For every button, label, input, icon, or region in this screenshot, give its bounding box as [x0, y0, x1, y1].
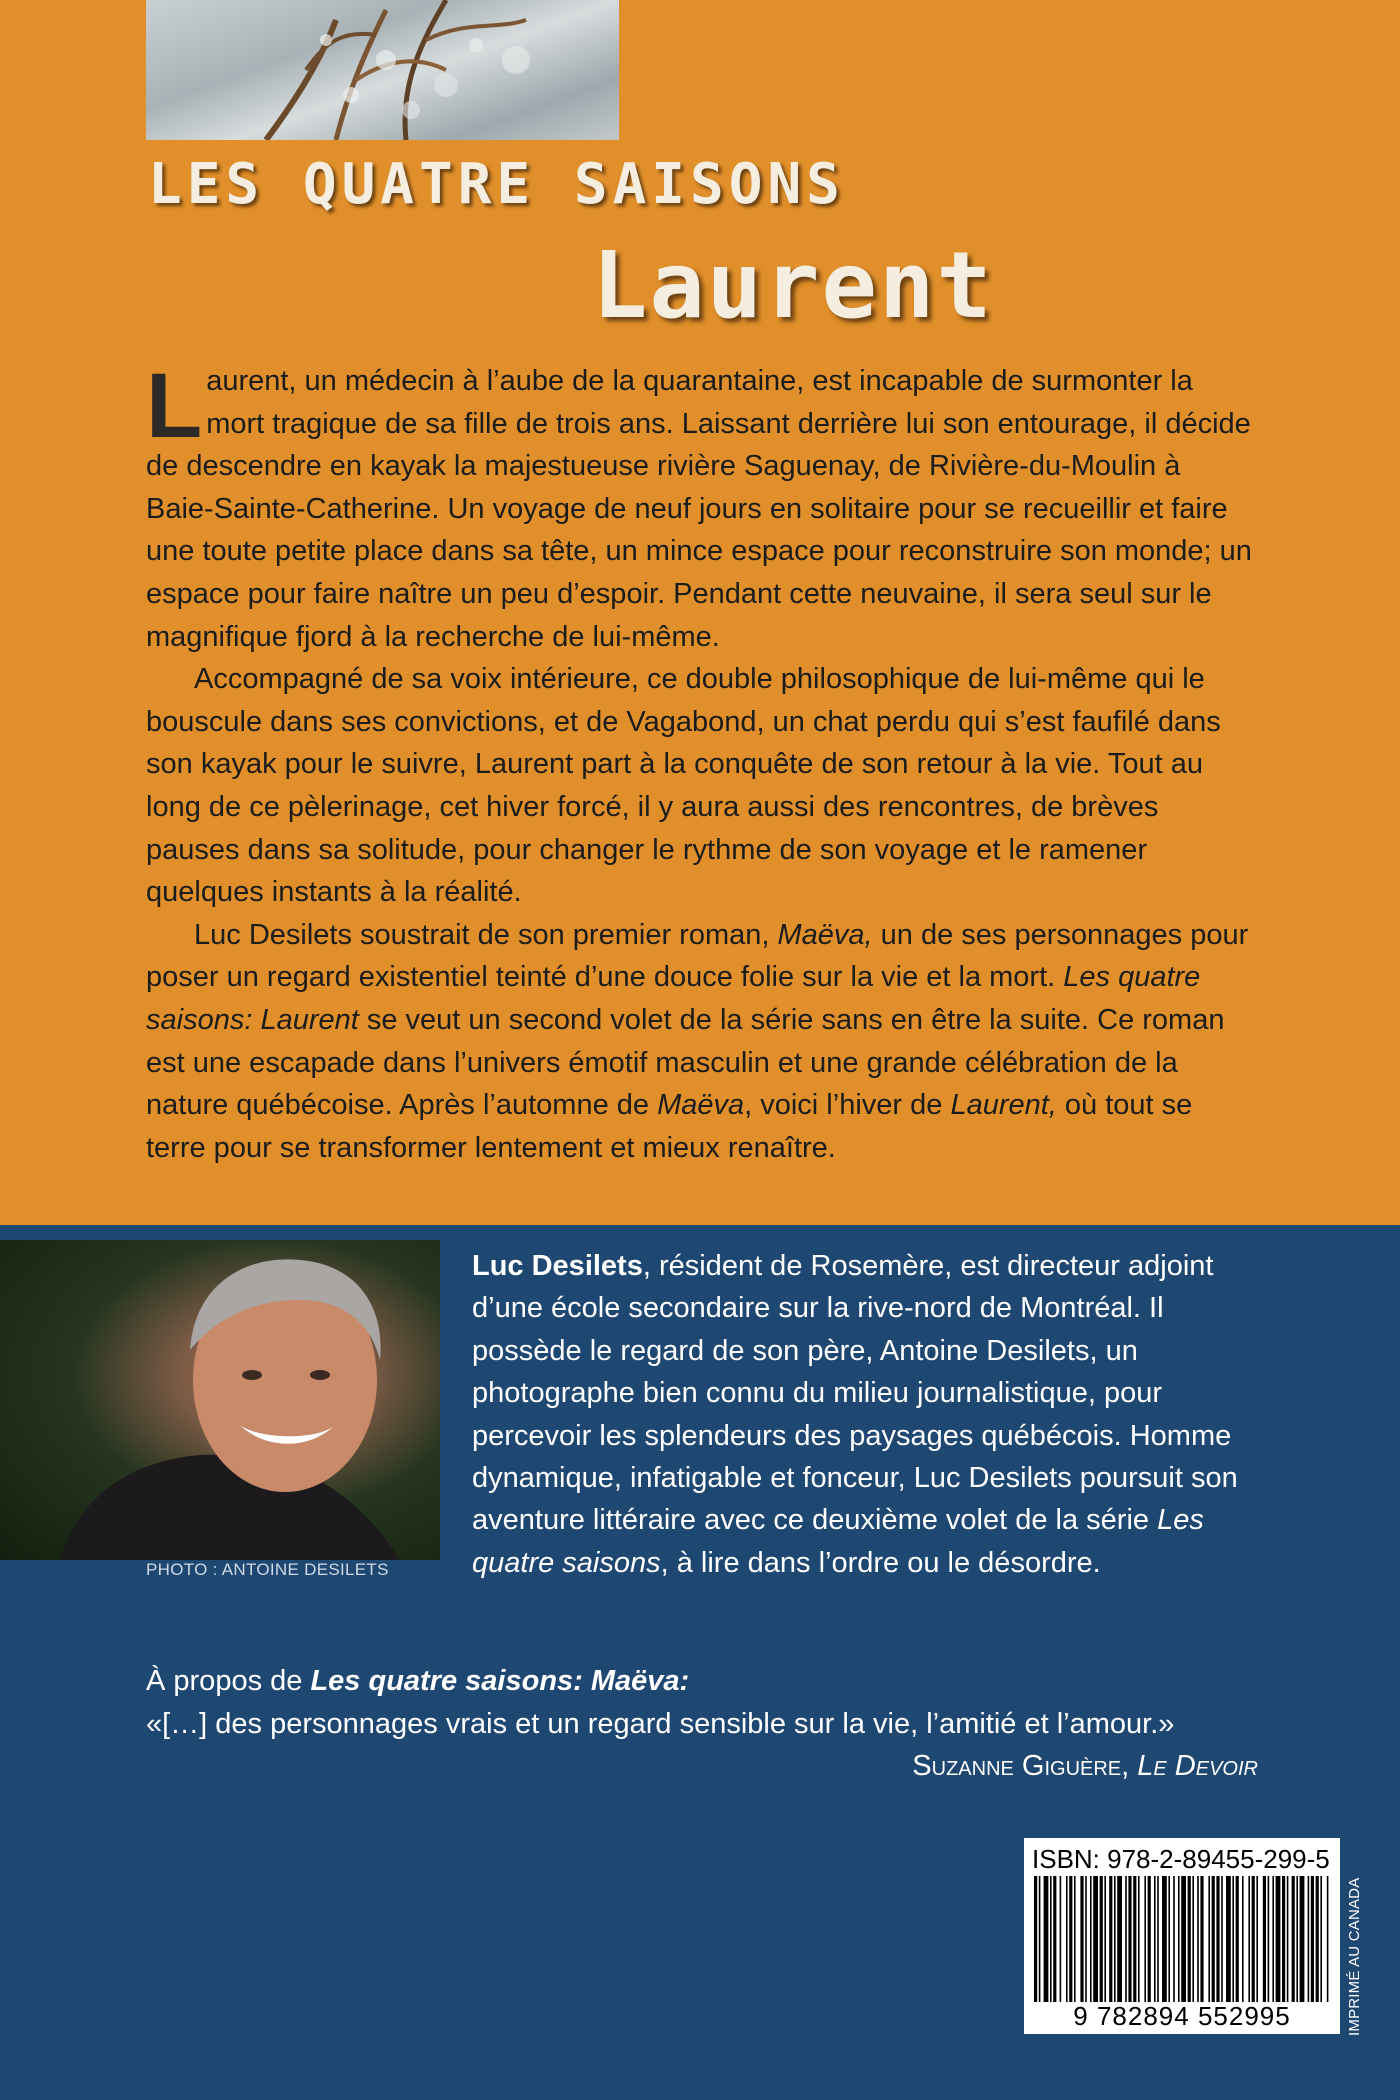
barcode-digits: 9 782894 552995 [1073, 2001, 1291, 2031]
book-title: Laurent [592, 232, 994, 339]
barcode-bar [1192, 1876, 1194, 2002]
isbn-barcode-box [1024, 1838, 1340, 2034]
barcode-bar [1074, 1876, 1076, 2002]
synopsis-paragraph-1 [146, 355, 1256, 658]
barcode-bar [1320, 1876, 1322, 2002]
bio-series-italic: Les quatre saisons [472, 1504, 1204, 1579]
barcode-bar [1263, 1876, 1266, 2002]
barcode-bar [1272, 1876, 1274, 2002]
barcode-bar [1039, 1876, 1041, 2002]
photo-credit: PHOTO : ANTOINE DESILETS [146, 1560, 389, 1579]
barcode-bar [1157, 1876, 1159, 2002]
barcode-bar [1069, 1876, 1072, 2002]
review-book: Les quatre saisons: Maëva: [310, 1665, 690, 1697]
p3-text-g: , voici l’hiver de [744, 1089, 951, 1122]
review-quote: «[…] des personnages vrais et un regard sensible sur la vie, l’amitié et l’amour.» [146, 1707, 1175, 1740]
barcode-bar [1144, 1876, 1146, 2002]
barcode-bar [1308, 1876, 1310, 2002]
review-separator: , [1121, 1750, 1138, 1782]
barcode-bar [1093, 1876, 1098, 2002]
synopsis-paragraph-3 [146, 914, 1256, 1170]
barcode-bar [1252, 1876, 1255, 2002]
barcode-bar [1232, 1876, 1234, 2002]
barcode-bar [1104, 1876, 1106, 2002]
barcode-bar [1125, 1876, 1127, 2002]
review-intro-line [146, 1660, 1266, 1703]
barcode-bar [1114, 1876, 1116, 2002]
author-photo [0, 1240, 440, 1560]
barcode-bar [1050, 1876, 1052, 2002]
barcode-bar [1208, 1876, 1210, 2002]
barcode-bar [1221, 1876, 1223, 2002]
barcode-bar [1236, 1876, 1239, 2002]
barcode-bar [1300, 1876, 1305, 2002]
barcode-bar [1256, 1876, 1258, 2002]
review-critic: Suzanne Giguère [912, 1750, 1122, 1782]
review-block [146, 1660, 1266, 1788]
barcode-bar [1226, 1876, 1231, 2002]
barcode-bar [1242, 1876, 1244, 2002]
barcode-bar [1282, 1876, 1285, 2002]
barcode-bar [1066, 1876, 1068, 2002]
review-publication: Le Devoir [1137, 1750, 1258, 1782]
review-intro: À propos de [146, 1665, 311, 1697]
barcode-bar [1090, 1876, 1092, 2002]
barcode-bar [1044, 1876, 1049, 2002]
p3-text-a: Luc Desilets soustrait de son premier roman, [194, 918, 778, 951]
barcode-bar [1154, 1876, 1156, 2002]
p3-italic-title: Les quatre saisons: Laurent [146, 961, 1201, 1036]
barcode-bar [1178, 1876, 1180, 2002]
frozen-plant-photo [146, 0, 619, 140]
review-source [146, 1745, 1266, 1788]
barcode-bar [1248, 1876, 1250, 2002]
drop-cap: L [146, 355, 203, 457]
p3-italic-maeva-2: Maëva [657, 1089, 745, 1122]
barcode-bar [1296, 1876, 1298, 2002]
author-bio [472, 1245, 1272, 1584]
barcode-bar [1212, 1876, 1215, 2002]
barcode-bar [1181, 1876, 1186, 2002]
author-name: Luc Desilets [472, 1250, 643, 1282]
author-portrait-illustration [0, 1240, 440, 1560]
barcode-bar [1085, 1876, 1087, 2002]
synopsis-paragraph-2: Accompagné de sa voix intérieure, ce double philosophique de lui-même qui le bouscule dans ses convictions, et de Vagabond, un chat perdu qui s’est faufilé dans son kayak pour le suivre, Laurent part à la conquête de son retour à la vie. Tout au long de ce pèlerinage, cet hiver forcé, il y aura aussi des rencontres, de brèves pauses dans sa solitude, pour changer le rythme de son voyage et le ramener quelques instants à la réalité. [146, 663, 1221, 909]
barcode-bar [1276, 1876, 1281, 2002]
series-title: LES QUATRE SAISONS [148, 152, 845, 217]
barcode-bar [1100, 1876, 1103, 2002]
p3-text-e: se veut un second volet de la série sans en être la suite. Ce roman est une escapade dans l’univers émotif masculin et une grande célébration de la nature québécoise. Après l’automne de [146, 1003, 1225, 1122]
p3-italic-laurent: Laurent, [950, 1089, 1057, 1122]
barcode-bar [1216, 1876, 1219, 2002]
printed-in-canada: IMPRIMÉ AU CANADA [1346, 1877, 1363, 2036]
barcode-bar [1034, 1876, 1037, 2002]
synopsis-p1-text: aurent, un médecin à l’aube de la quarantaine, est incapable de surmonter la mort tragique de sa fille de trois ans. Laissant derrière lui son entourage, il décide de descendre en kayak la majestueuse rivière Saguenay, de Rivière-du-Moulin à Baie-Sainte-Catherine. Un voyage de neuf jours en solitaire pour se recueillir et faire une toute petite place dans sa tête, un mince espace pour reconstruire son monde; un espace pour faire naître un peu d’espoir. Pendant cette neuvaine, il sera seul sur le magnifique fjord à la recherche de lui-même. [146, 365, 1252, 653]
barcode [1034, 1876, 1330, 2002]
barcode-bar [1060, 1876, 1062, 2002]
barcode-bar [1133, 1876, 1136, 2002]
barcode-bar [1287, 1876, 1289, 2002]
p3-text-c: un de ses personnages pour poser un regard existentiel teinté d’une douce folie sur la vie et la mort. [146, 918, 1249, 994]
barcode-bar [1162, 1876, 1167, 2002]
barcode-bar [1128, 1876, 1131, 2002]
barcode-bar [1173, 1876, 1175, 2002]
bio-text-b: , à lire dans l’ordre ou le désordre. [660, 1546, 1101, 1579]
barcode-bar [1080, 1876, 1083, 2002]
isbn-label: ISBN: 978-2-89455-299-5 [1032, 1844, 1330, 1874]
barcode-bar [1053, 1876, 1056, 2002]
barcode-bar [1109, 1876, 1112, 2002]
barcode-bar [1138, 1876, 1140, 2002]
barcode-bar [1148, 1876, 1151, 2002]
barcode-bar [1316, 1876, 1319, 2002]
barcode-bar [1188, 1876, 1191, 2002]
barcode-bar [1327, 1876, 1329, 2002]
barcode-bar [1197, 1876, 1199, 2002]
barcode-bar [1168, 1876, 1170, 2002]
barcode-bar [1200, 1876, 1203, 2002]
p3-italic-maeva: Maëva, [777, 918, 873, 951]
barcode-bar [1292, 1876, 1295, 2002]
barcode-bar [1268, 1876, 1270, 2002]
synopsis [146, 355, 1256, 1169]
bio-text-a: , résident de Rosemère, est directeur adjoint d’une école secondaire sur la rive-nord de Montréal. Il possède le regard de son père, Antoine Desilets, un photographe bien connu du milieu journalistique, pour percevoir les splendeurs des paysages québécois. Homme dynamique, infatigable et fonceur, Luc Desilets poursuit son aventure littéraire avec ce deuxième volet de la série [472, 1250, 1238, 1537]
barcode-bar [1117, 1876, 1122, 2002]
barcode-bar [1311, 1876, 1314, 2002]
frozen-plant-illustration [146, 0, 619, 140]
p3-text-i: où tout se terre pour se transformer lentement et mieux renaître. [146, 1089, 1193, 1164]
